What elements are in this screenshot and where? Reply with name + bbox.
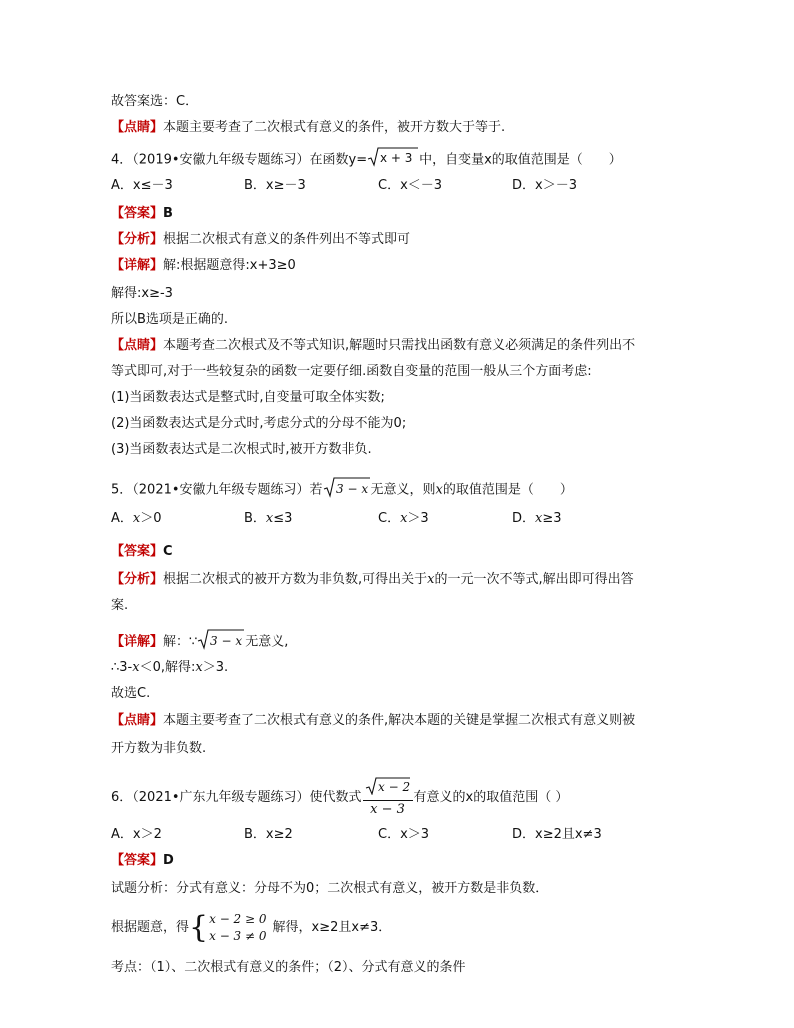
question-4-head: 4．（2019•安徽九年级专题练习）在函数y= (111, 152, 368, 168)
solution-line: 解得:x≥-3 (111, 286, 173, 301)
detail-text: 无意义, (245, 634, 289, 650)
solution-text: ∴3- (111, 660, 133, 675)
detail-line (111, 257, 296, 275)
variable: x (400, 511, 408, 526)
fraction (363, 777, 413, 818)
comment-line (111, 337, 635, 355)
analysis-line (111, 231, 410, 249)
analysis-tag: 【分析】 (111, 232, 164, 247)
comment-text: 本题主要考查了二次根式有意义的条件,解决本题的关键是掌握二次根式有意义则被 (163, 713, 636, 728)
comment-tag: 【点睛】 (111, 338, 164, 353)
answer-value: C (163, 544, 173, 559)
option-d: D．x＞－3 (512, 178, 577, 193)
comment-line (111, 119, 505, 137)
solution-line (111, 908, 391, 948)
option-d (512, 510, 562, 528)
answer-tag: 【答案】 (111, 544, 164, 559)
detail-text: 解：∵ (163, 634, 198, 650)
option-c: C．x＞3 (378, 827, 430, 842)
fraction-numerator (363, 777, 413, 801)
solution-text: ＜0,解得: (139, 660, 196, 675)
option-suffix: ＞3 (407, 511, 429, 526)
detail-line (111, 628, 288, 656)
option-b: B．x≥2 (244, 827, 293, 842)
comment-line: 开方数为非负数. (111, 741, 207, 756)
question-5-head: 5．（2021•安徽九年级专题练习）若 (111, 482, 323, 498)
knowledge-point-line: 考点：（1）、二次根式有意义的条件；（2）、分式有意义的条件 (111, 960, 466, 975)
variable: x (265, 511, 274, 526)
sqrt-expression (197, 628, 245, 656)
radicand: 3 − x (210, 634, 243, 648)
variable: x (535, 511, 543, 526)
option-b (244, 510, 292, 528)
answer-value: D (163, 853, 174, 868)
inequality-row: x − 3 ≠ 0 (209, 928, 267, 943)
variable: x (132, 511, 141, 526)
radical-sign (367, 147, 419, 167)
radicand: x + 3 (380, 151, 413, 165)
inequality-row: x − 2 ≥ 0 (209, 911, 267, 926)
analysis-tag: 【分析】 (111, 572, 164, 587)
option-suffix: ≥3 (542, 511, 562, 526)
option-d: D．x≥2且x≠3 (512, 827, 602, 842)
solution-line (111, 659, 228, 677)
option-a: A．x＞2 (111, 827, 162, 842)
case-line: (3)当函数表达式是二次根式时,被开方数非负. (111, 442, 372, 457)
question-6-tail: 有意义的x的取值范围（ ） (413, 790, 569, 805)
radical-sign (197, 628, 245, 650)
radicand: x − 2 (377, 780, 410, 794)
analysis-line (111, 571, 634, 589)
analysis-line: 试题分析：分式有意义：分母不为0；二次根式有意义，被开方数是非负数． (111, 881, 549, 896)
question-6-head: 6．（2021•广东九年级专题练习）使代数式 (111, 790, 362, 805)
comment-text: 本题主要考查了二次根式有意义的条件，被开方数大于等于. (163, 120, 506, 135)
detail-tag: 【详解】 (111, 634, 164, 650)
radical-sign (365, 777, 411, 795)
question-5-tail: 的取值范围是（ ） (442, 482, 573, 498)
option-c (378, 510, 429, 528)
question-5-tail: 无意义，则 (370, 482, 436, 498)
answer-line (111, 852, 174, 870)
analysis-text: 的一元一次不等式,解出即可得出答 (434, 572, 634, 587)
answer-tag: 【答案】 (111, 206, 164, 221)
option-suffix: ＞0 (140, 511, 162, 526)
comment-line (111, 712, 635, 730)
option-prefix: A． (111, 511, 133, 526)
brace-icon: { (189, 909, 209, 945)
detail-text: 解:根据题意得:x+3≥0 (163, 258, 296, 273)
comment-tag: 【点睛】 (111, 713, 164, 728)
fraction-denominator: x − 3 (370, 802, 405, 817)
solution-text: 解得，x≥2且x≠3． (272, 920, 392, 935)
analysis-text: 根据二次根式有意义的条件列出不等式即可 (163, 232, 411, 247)
answer-tag: 【答案】 (111, 853, 164, 868)
analysis-line: 案. (111, 598, 129, 613)
answer-line (111, 205, 173, 223)
radical-sign (323, 476, 371, 498)
case-line: (1)当函数表达式是整式时,自变量可取全体实数; (111, 390, 385, 405)
analysis-text: 根据二次根式的被开方数为非负数,可得出关于 (163, 572, 428, 587)
detail-tag: 【详解】 (111, 258, 164, 273)
variable: x (427, 572, 435, 587)
sqrt-expression (367, 147, 419, 173)
option-c: C．x＜－3 (378, 178, 443, 193)
case-line: (2)当函数表达式是分式时,考虑分式的分母不能为0; (111, 416, 407, 431)
sqrt-expression (323, 476, 371, 504)
inequality-system (189, 911, 267, 945)
question-4-tail: 中，自变量x的取值范围是（ ） (419, 152, 622, 168)
answer-line: 故答案选：C． (111, 94, 199, 109)
variable: x (132, 660, 140, 675)
option-a (111, 510, 162, 528)
option-a: A．x≤－3 (111, 178, 173, 193)
question-4 (111, 147, 622, 173)
solution-line: 所以B选项是正确的. (111, 312, 229, 327)
option-prefix: B． (244, 511, 266, 526)
answer-line (111, 543, 173, 561)
radicand: 3 − x (335, 482, 368, 496)
comment-text: 本题考查二次根式及不等式知识,解题时只需找出函数有意义必须满足的条件列出不 (163, 338, 636, 353)
comment-tag: 【点睛】 (111, 120, 164, 135)
answer-value: B (163, 206, 173, 221)
solution-line: 故选C. (111, 686, 151, 701)
solution-text: 根据题意，得 (111, 920, 190, 935)
question-5 (111, 476, 573, 504)
comment-line: 等式即可,对于一些较复杂的函数一定要仔细.函数自变量的范围一般从三个方面考虑: (111, 364, 592, 379)
option-prefix: C． (378, 511, 401, 526)
question-6 (111, 776, 568, 820)
option-b: B．x≥－3 (244, 178, 306, 193)
variable: x (435, 482, 443, 498)
option-prefix: D． (512, 511, 536, 526)
variable: x (195, 660, 203, 675)
solution-text: ＞3. (202, 660, 229, 675)
option-suffix: ≤3 (273, 511, 293, 526)
